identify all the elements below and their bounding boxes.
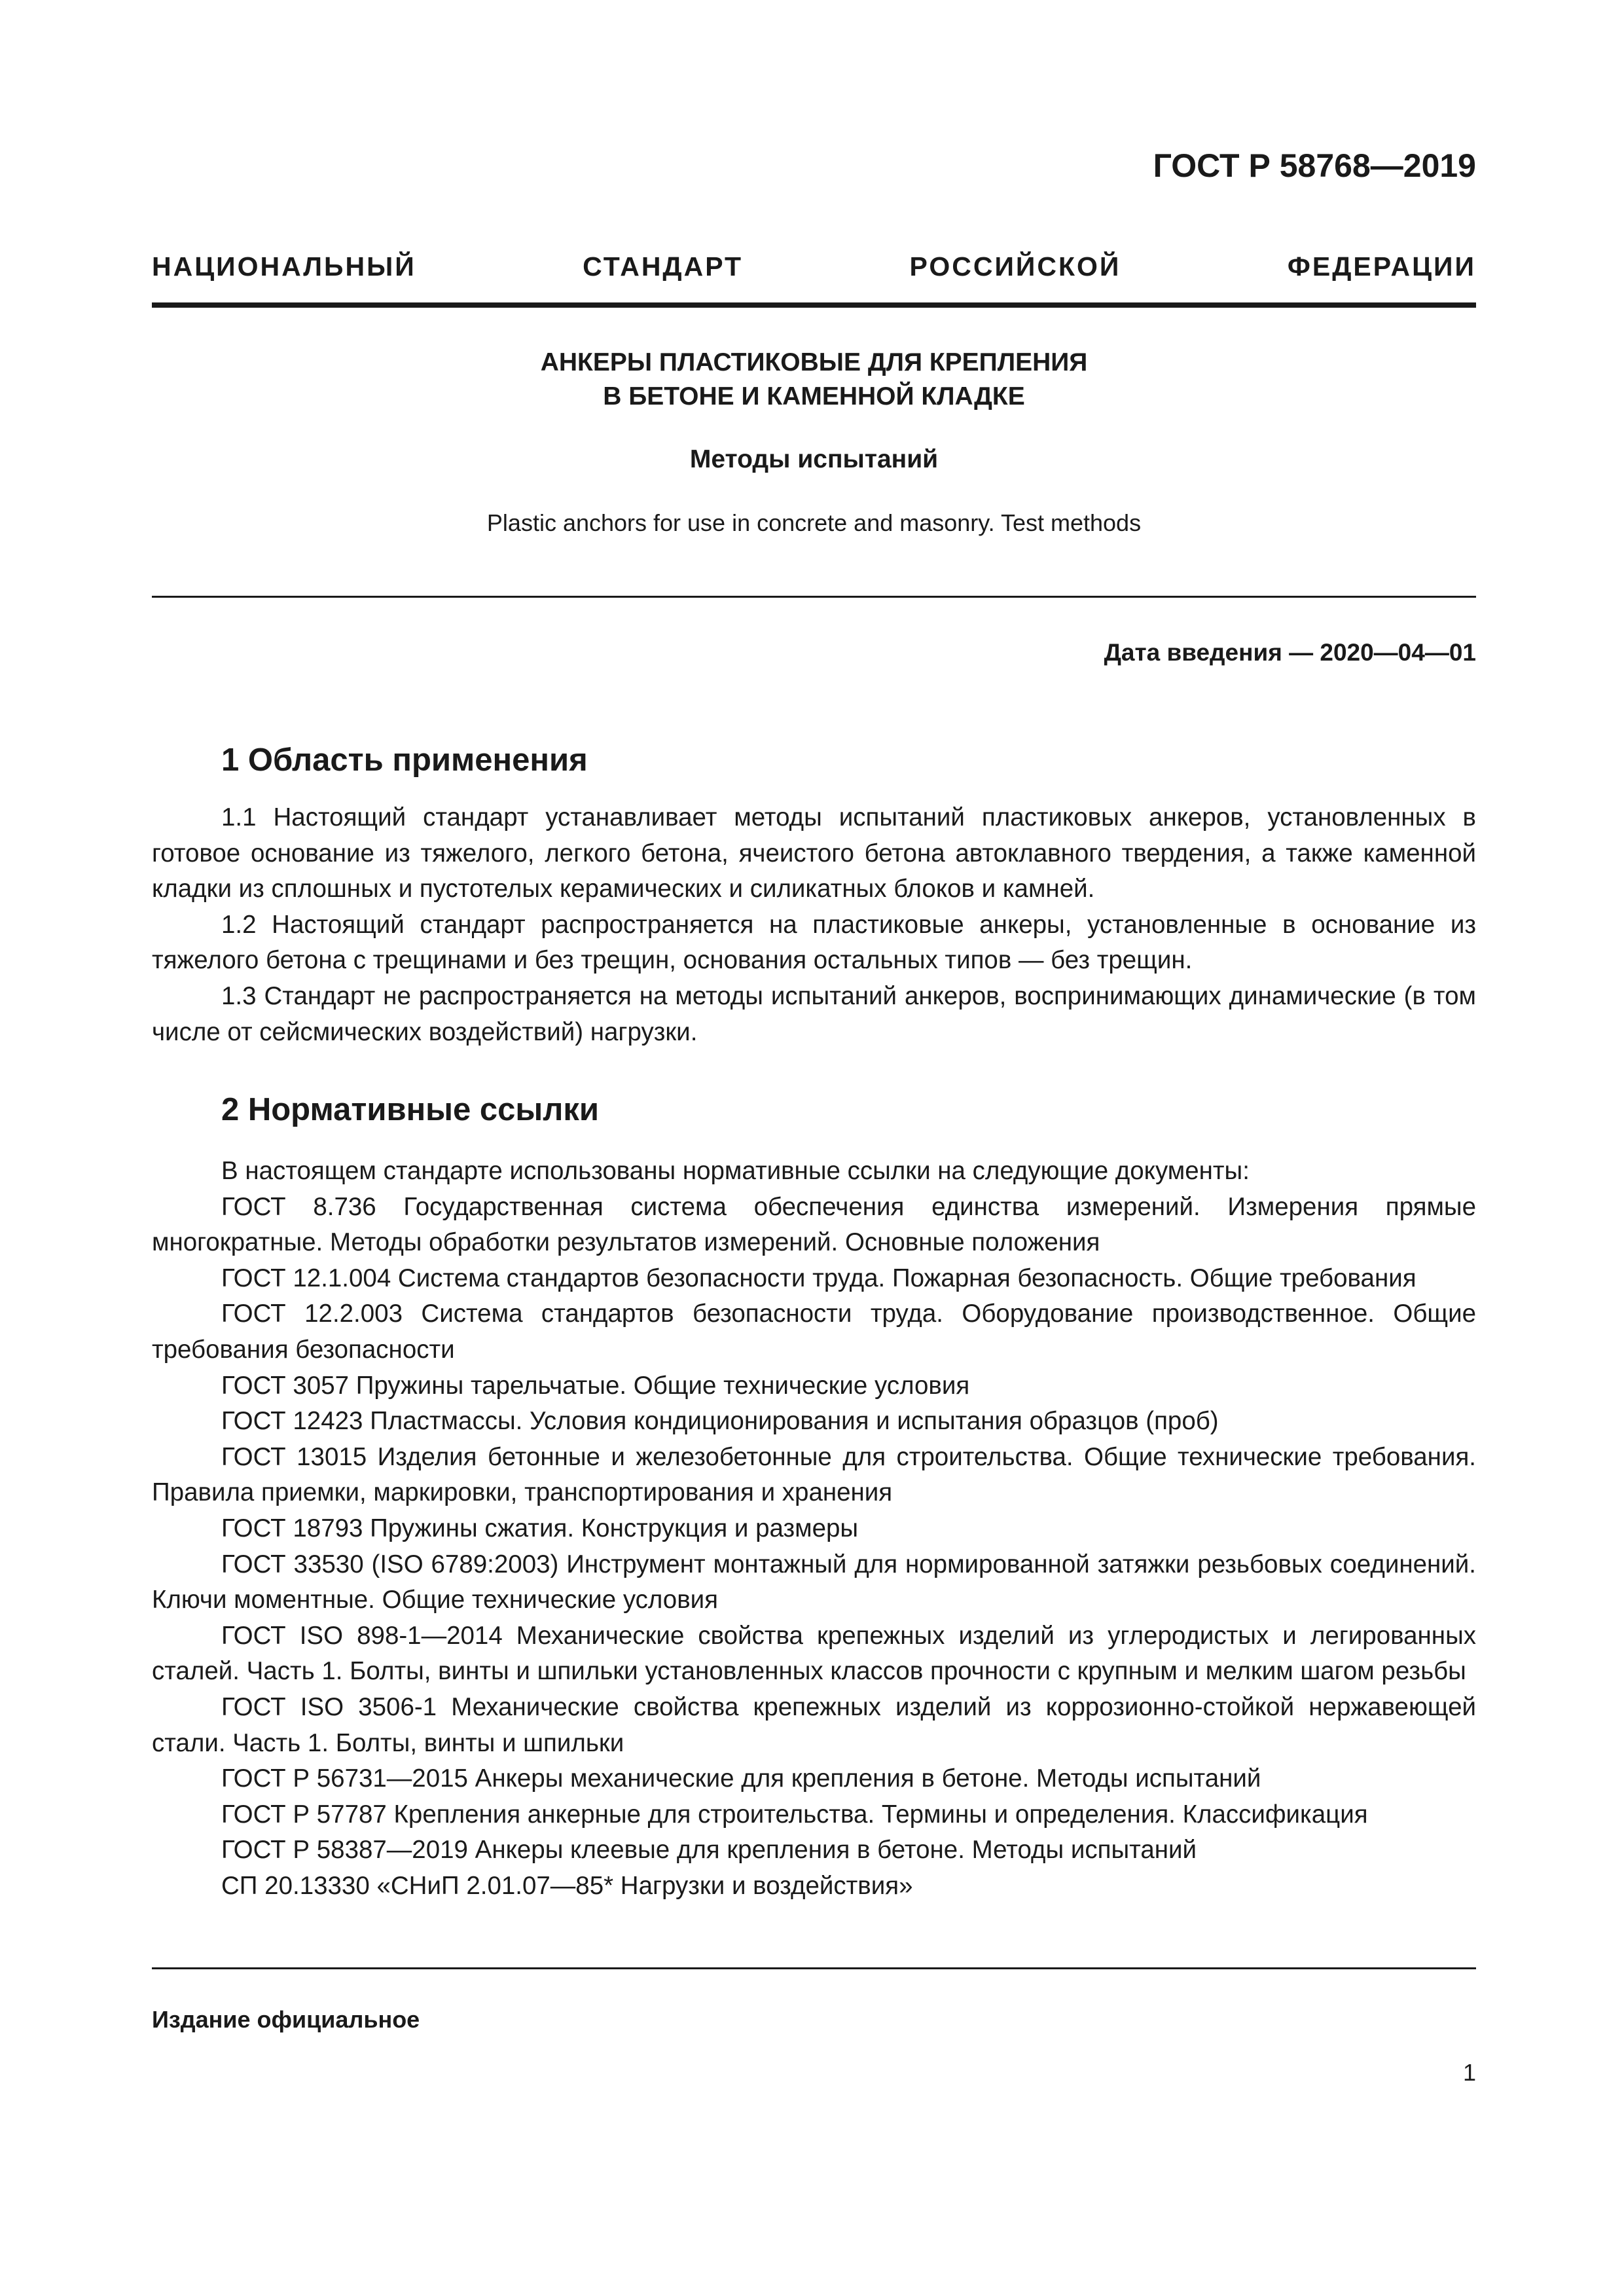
paragraph-1-3: 1.3 Стандарт не распространяется на методы испытаний анкеров, воспринимающих динамические (в том числе от сейсмических воздействий) нагрузки. bbox=[152, 981, 1476, 1046]
header-divider bbox=[152, 302, 1476, 308]
reference-item: ГОСТ 13015 Изделия бетонные и железобетонные для строительства. Общие технические требования. Правила приемки, маркировки, транспортирования и хранения bbox=[152, 1442, 1476, 1507]
paragraph-1-1: 1.1 Настоящий стандарт устанавливает методы испытаний пластиковых анкеров, установленных в готовое основание из тяжелого, легкого бетона, ячеистого бетона автоклавного твердения, а также каменной кладки из сплошных и пустотелых керамических и силикатных блоков и камней. bbox=[152, 803, 1476, 903]
reference-item: ГОСТ 33530 (ISO 6789:2003) Инструмент монтажный для нормированной затяжки резьбовых соединений. Ключи моментные. Общие технические условия bbox=[152, 1550, 1476, 1614]
reference-item: ГОСТ 12.2.003 Система стандартов безопасности труда. Оборудование производственное. Общие требования безопасности bbox=[152, 1300, 1476, 1364]
reference-item: ГОСТ Р 58387—2019 Анкеры клеевые для крепления в бетоне. Методы испытаний bbox=[221, 1836, 1197, 1865]
reference-item: ГОСТ 18793 Пружины сжатия. Конструкция и размеры bbox=[221, 1514, 859, 1542]
document-title bbox=[152, 346, 1476, 414]
reference-item: ГОСТ 12.1.004 Система стандартов безопасности труда. Пожарная безопасность. Общие требования bbox=[221, 1264, 1416, 1292]
paragraph-1-2: 1.2 Настоящий стандарт распространяется на пластиковые анкеры, установленные в основание из тяжелого бетона с трещинами и без трещин, основания остальных типов — без трещин. bbox=[152, 910, 1476, 975]
reference-item: ГОСТ Р 56731—2015 Анкеры механические для крепления в бетоне. Методы испытаний bbox=[221, 1764, 1261, 1793]
english-title: Plastic anchors for use in concrete and masonry. Test methods bbox=[486, 509, 1142, 536]
section-1-body bbox=[152, 800, 1476, 1050]
title-divider bbox=[152, 596, 1476, 598]
section-1-heading: 1 Область применения bbox=[221, 742, 588, 778]
section-2-heading: 2 Нормативные ссылки bbox=[221, 1092, 599, 1127]
references-intro: В настоящем стандарте использованы нормативные ссылки на следующие документы: bbox=[221, 1157, 1250, 1185]
reference-item: ГОСТ 3057 Пружины тарельчатые. Общие технические условия bbox=[221, 1371, 970, 1400]
reference-item: ГОСТ 8.736 Государственная система обеспечения единства измерений. Измерения прямые многократные. Методы обработки результатов измерений. Основные положения bbox=[152, 1192, 1476, 1257]
reference-item: ГОСТ ISO 898-1—2014 Механические свойства крепежных изделий из углеродистых и легированных сталей. Часть 1. Болты, винты и шпильки установленных классов прочности с крупным и мелким шагом резьбы bbox=[152, 1621, 1476, 1686]
national-standard-banner: НАЦИОНАЛЬНЫЙ СТАНДАРТ РОССИЙСКОЙ ФЕДЕРАЦИИ bbox=[152, 251, 1476, 282]
footer-divider bbox=[152, 1967, 1476, 1969]
title-line-1: АНКЕРЫ ПЛАСТИКОВЫЕ ДЛЯ КРЕПЛЕНИЯ bbox=[540, 348, 1088, 376]
introduction-date: Дата введения — 2020—04—01 bbox=[1104, 639, 1476, 666]
official-edition-label: Издание официальное bbox=[152, 2006, 420, 2033]
reference-item: ГОСТ 12423 Пластмассы. Условия кондиционирования и испытания образцов (проб) bbox=[221, 1407, 1219, 1436]
document-subtitle: Методы испытаний bbox=[689, 445, 939, 473]
page-number: 1 bbox=[1462, 2059, 1476, 2086]
section-2-body bbox=[152, 1154, 1476, 1904]
reference-item: ГОСТ ISO 3506-1 Механические свойства крепежных изделий из коррозионно-стойкой нержавеющей стали. Часть 1. Болты, винты и шпильки bbox=[152, 1692, 1476, 1757]
reference-item: ГОСТ Р 57787 Крепления анкерные для строительства. Термины и определения. Классификация bbox=[221, 1800, 1368, 1829]
title-line-2: В БЕТОНЕ И КАМЕННОЙ КЛАДКЕ bbox=[603, 382, 1025, 410]
document-code: ГОСТ Р 58768—2019 bbox=[1153, 147, 1476, 184]
reference-item: СП 20.13330 «СНиП 2.01.07—85* Нагрузки и воздействия» bbox=[221, 1871, 913, 1900]
